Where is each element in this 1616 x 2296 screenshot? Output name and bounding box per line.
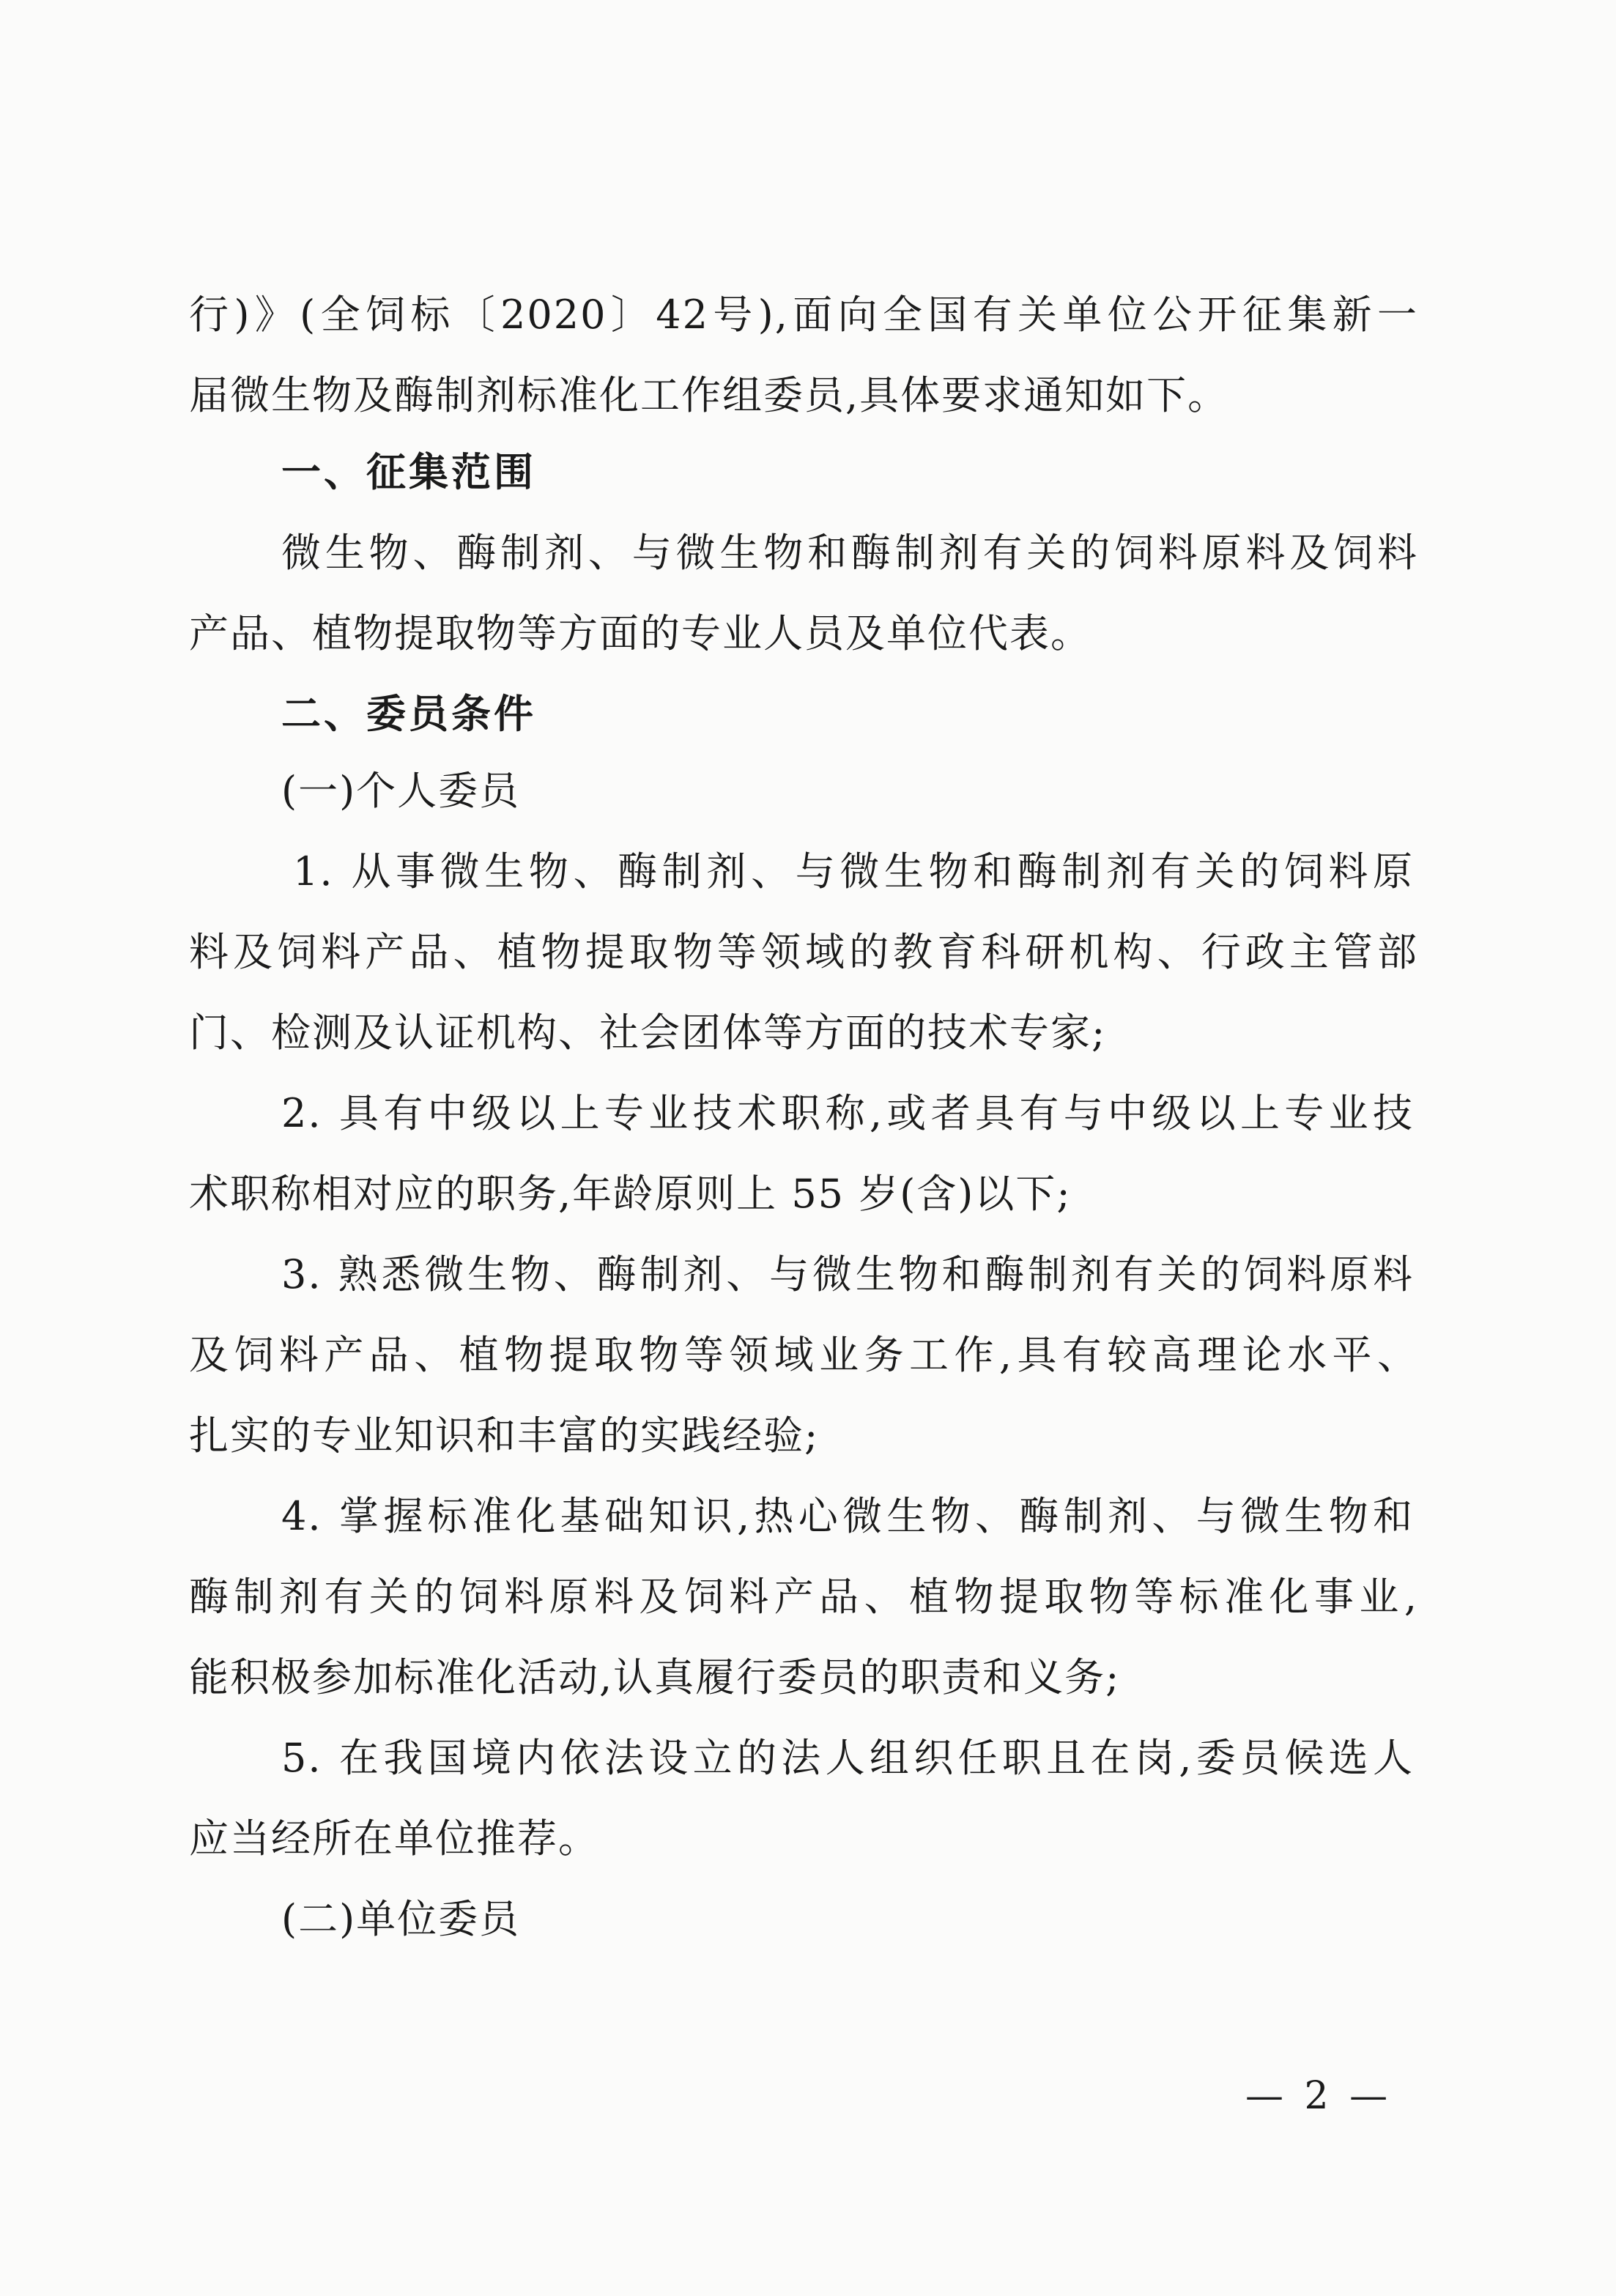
body-line: 行)》(全饲标〔2020〕42号),面向全国有关单位公开征集新一 xyxy=(189,292,1418,338)
body-line: 1. 从事微生物、酶制剂、与微生物和酶制剂有关的饲料原 xyxy=(293,848,1414,895)
page-number: — 2 — xyxy=(1245,2074,1393,2118)
body-line: 扎实的专业知识和丰富的实践经验; xyxy=(189,1412,820,1459)
body-line: 应当经所在单位推荐。 xyxy=(189,1815,599,1862)
body-line: 产品、植物提取物等方面的专业人员及单位代表。 xyxy=(189,610,1091,656)
body-line: 能积极参加标准化活动,认真履行委员的职责和义务; xyxy=(189,1654,1121,1700)
body-line: 门、检测及认证机构、社会团体等方面的技术专家; xyxy=(189,1010,1107,1056)
body-line: 料及饲料产品、植物提取物等领域的教育科研机构、行政主管部 xyxy=(189,929,1418,975)
body-line: 微生物、酶制剂、与微生物和酶制剂有关的饲料原料及饲料 xyxy=(281,530,1418,576)
subsection-heading: (一)个人委员 xyxy=(281,768,521,814)
body-line: 届微生物及酶制剂标准化工作组委员,具体要求通知如下。 xyxy=(189,372,1229,418)
body-line: 术职称相对应的职务,年龄原则上 55 岁(含)以下; xyxy=(189,1171,1072,1217)
body-line: 3. 熟悉微生物、酶制剂、与微生物和酶制剂有关的饲料原料 xyxy=(281,1251,1414,1297)
section-heading: 一、征集范围 xyxy=(281,449,536,495)
body-line: 酶制剂有关的饲料原料及饲料产品、植物提取物等标准化事业, xyxy=(189,1574,1418,1620)
subsection-heading: (二)单位委员 xyxy=(281,1896,521,1942)
body-line: 2. 具有中级以上专业技术职称,或者具有与中级以上专业技 xyxy=(281,1090,1414,1136)
section-heading: 二、委员条件 xyxy=(281,691,536,737)
body-line: 4. 掌握标准化基础知识,热心微生物、酶制剂、与微生物和 xyxy=(281,1493,1414,1539)
body-line: 及饲料产品、植物提取物等领域业务工作,具有较高理论水平、 xyxy=(189,1332,1418,1378)
body-line: 5. 在我国境内依法设立的法人组织任职且在岗,委员候选人 xyxy=(281,1735,1414,1781)
